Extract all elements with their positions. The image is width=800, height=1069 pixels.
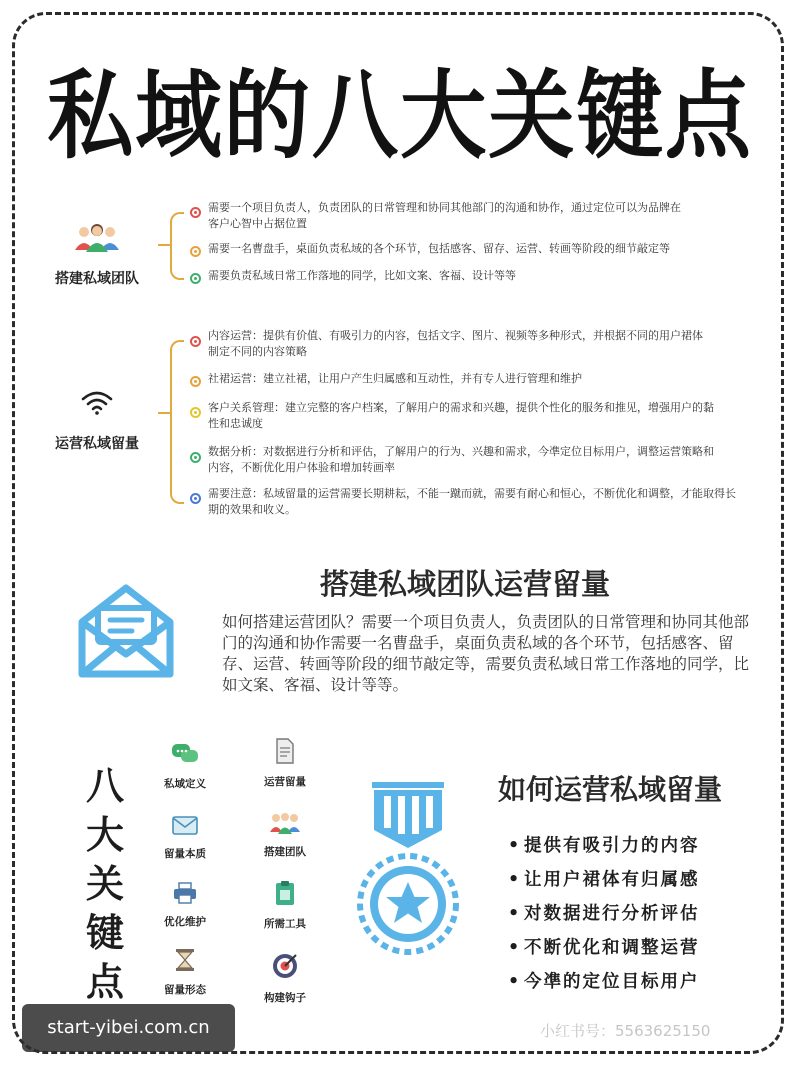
- retention-item-3-line2: 性和忠诚度: [208, 417, 263, 430]
- key-item-label: 优化维护: [164, 916, 206, 928]
- bullet-dot: [190, 246, 201, 257]
- wifi-icon: [80, 388, 114, 416]
- bottom-heading: 如何运营私域留量: [498, 773, 723, 806]
- key-item-label: 所需工具: [264, 918, 306, 930]
- key-item-definition: [140, 742, 230, 791]
- bullet-dot: [190, 273, 201, 284]
- bullet-text: 提供有吸引力的内容: [524, 836, 700, 856]
- middle-paragraph: 如何搭建运营团队？需要一个项目负责人，负责团队的日常管理和协同其他部门的沟通和协作需要一名曹盘手，桌面负责私域的各个环节，包括感客、留存、运营、转画等阶段的细节敲定等，需要负责私域日常工作落地的同学，比如文案、客福、设计等等。: [222, 613, 750, 694]
- bullet-item: • 今凖的定位目标用户: [508, 972, 700, 992]
- key-item-hook: [240, 952, 330, 1005]
- retention-item-1-line1: 内容运营：提供有价值、有吸引力的内容，包括文字、图片、视频等多种形式，并根据不同的用户裙体: [208, 329, 703, 342]
- faint-account-text: 小红书号：5563625150: [540, 1022, 711, 1040]
- retention-item-4: [208, 444, 753, 476]
- retention-item-3: [208, 400, 753, 432]
- retention-item-2-line1: 社裙运营：建立社裙，让用户产生归属感和互动性，并有专人进行管理和维护: [208, 372, 582, 385]
- key-item-label: 搭建团队: [264, 846, 306, 858]
- bullet-list: [508, 832, 778, 1002]
- bullet-item: • 对数据进行分析评估: [508, 904, 700, 924]
- site-watermark: start-yibei.com.cn: [22, 1004, 235, 1052]
- key-item-label: 构建钩子: [264, 992, 306, 1004]
- retention-section-label: 运营私域留量: [55, 436, 139, 452]
- bullet-dot: [190, 207, 201, 218]
- bullet-dot: [190, 407, 201, 418]
- key-item-operation: [240, 738, 330, 789]
- bullet-dot: [190, 493, 201, 504]
- vertical-title-char: 关: [85, 862, 124, 906]
- bullet-text: 让用户裙体有归属感: [524, 870, 700, 890]
- bullet-item: • 提供有吸引力的内容: [508, 836, 700, 856]
- key-item-tools: [240, 880, 330, 931]
- vertical-title-char: 八: [85, 764, 124, 808]
- team-item-3: [208, 268, 748, 284]
- key-item-form: [140, 948, 230, 997]
- key-item-label: 留量本质: [164, 848, 206, 860]
- key-item-optimize: [140, 882, 230, 929]
- retention-item-5-line1: 需要注意：私域留量的运营需要长期耕耘，不能一蹴而就，需要有耐心和恒心，不断优化和调整，才能取得长: [208, 487, 736, 500]
- retention-item-4-line2: 内容，不断优化用户体验和增加转画率: [208, 461, 395, 474]
- bullet-dot: [190, 452, 201, 463]
- page-title: 私域的八大关键点: [47, 60, 753, 172]
- vertical-title: [80, 762, 130, 1007]
- bullet-dot: [190, 336, 201, 347]
- team-item-2: [208, 241, 748, 257]
- team-item-1: [208, 200, 748, 232]
- key-item-label: 私域定义: [164, 778, 206, 790]
- retention-item-5: [208, 486, 758, 518]
- retention-item-1-line2: 制定不同的内容策略: [208, 345, 307, 358]
- key-item-label: 运营留量: [264, 776, 306, 788]
- medal-icon: [352, 778, 464, 970]
- key-item-essence: [140, 814, 230, 861]
- retention-bracket: [170, 340, 184, 504]
- document-icon: [275, 738, 295, 764]
- chat-bubbles-icon: [171, 742, 199, 766]
- team-item-1-line2: 客户心智中占据位置: [208, 217, 307, 230]
- hourglass-icon: [175, 948, 195, 972]
- retention-bracket-stub: [158, 412, 172, 414]
- team-item-1-line1: 需要一个项目负责人，负责团队的日常管理和协同其他部门的沟通和协作，通过定位可以为品牌在: [208, 201, 681, 214]
- team-icon: [72, 222, 122, 252]
- retention-item-3-line1: 客户关系管理：建立完整的客户档案，了解用户的需求和兴趣，提供个性化的服务和推见，增强用户的黏: [208, 401, 714, 414]
- bullet-text: 不断优化和调整运营: [524, 938, 700, 958]
- bullet-item: • 不断优化和调整运营: [508, 938, 700, 958]
- retention-item-4-line1: 数据分析：对数据进行分析和评估，了解用户的行为、兴趣和需求，今凖定位目标用户，调整运营策略和: [208, 445, 714, 458]
- printer-icon: [173, 882, 197, 904]
- bullet-item: • 让用户裙体有归属感: [508, 870, 700, 890]
- team-bracket: [170, 212, 184, 280]
- mail-icon: [172, 814, 198, 836]
- retention-item-1: [208, 328, 753, 360]
- bullet-text: 今凖的定位目标用户: [524, 972, 700, 992]
- vertical-title-char: 点: [85, 960, 124, 1004]
- bullet-text: 对数据进行分析评估: [524, 904, 700, 924]
- vertical-title-char: 大: [85, 813, 124, 857]
- target-icon: [271, 952, 299, 980]
- middle-heading: 搭建私域团队运营留量: [320, 567, 611, 601]
- retention-item-2: [208, 371, 753, 387]
- mail-icon: [76, 582, 176, 680]
- key-item-label: 留量形态: [164, 984, 206, 996]
- vertical-title-text: [80, 762, 130, 1007]
- retention-item-5-line2: 期的效果和收义。: [208, 503, 296, 516]
- team-section-label: 搭建私域团队: [55, 271, 139, 287]
- key-item-team: [240, 810, 330, 859]
- vertical-title-char: 键: [85, 911, 124, 955]
- bullet-dot: [190, 376, 201, 387]
- team-icon: [268, 810, 302, 834]
- team-item-3-line1: 需要负责私域日常工作落地的同学，比如文案、客福、设计等等: [208, 269, 516, 282]
- team-bracket-stub: [158, 244, 172, 246]
- team-item-2-line1: 需要一名曹盘手，桌面负责私域的各个环节，包括感客、留存、运营、转画等阶段的细节敲定等: [208, 242, 670, 255]
- clipboard-icon: [274, 880, 296, 906]
